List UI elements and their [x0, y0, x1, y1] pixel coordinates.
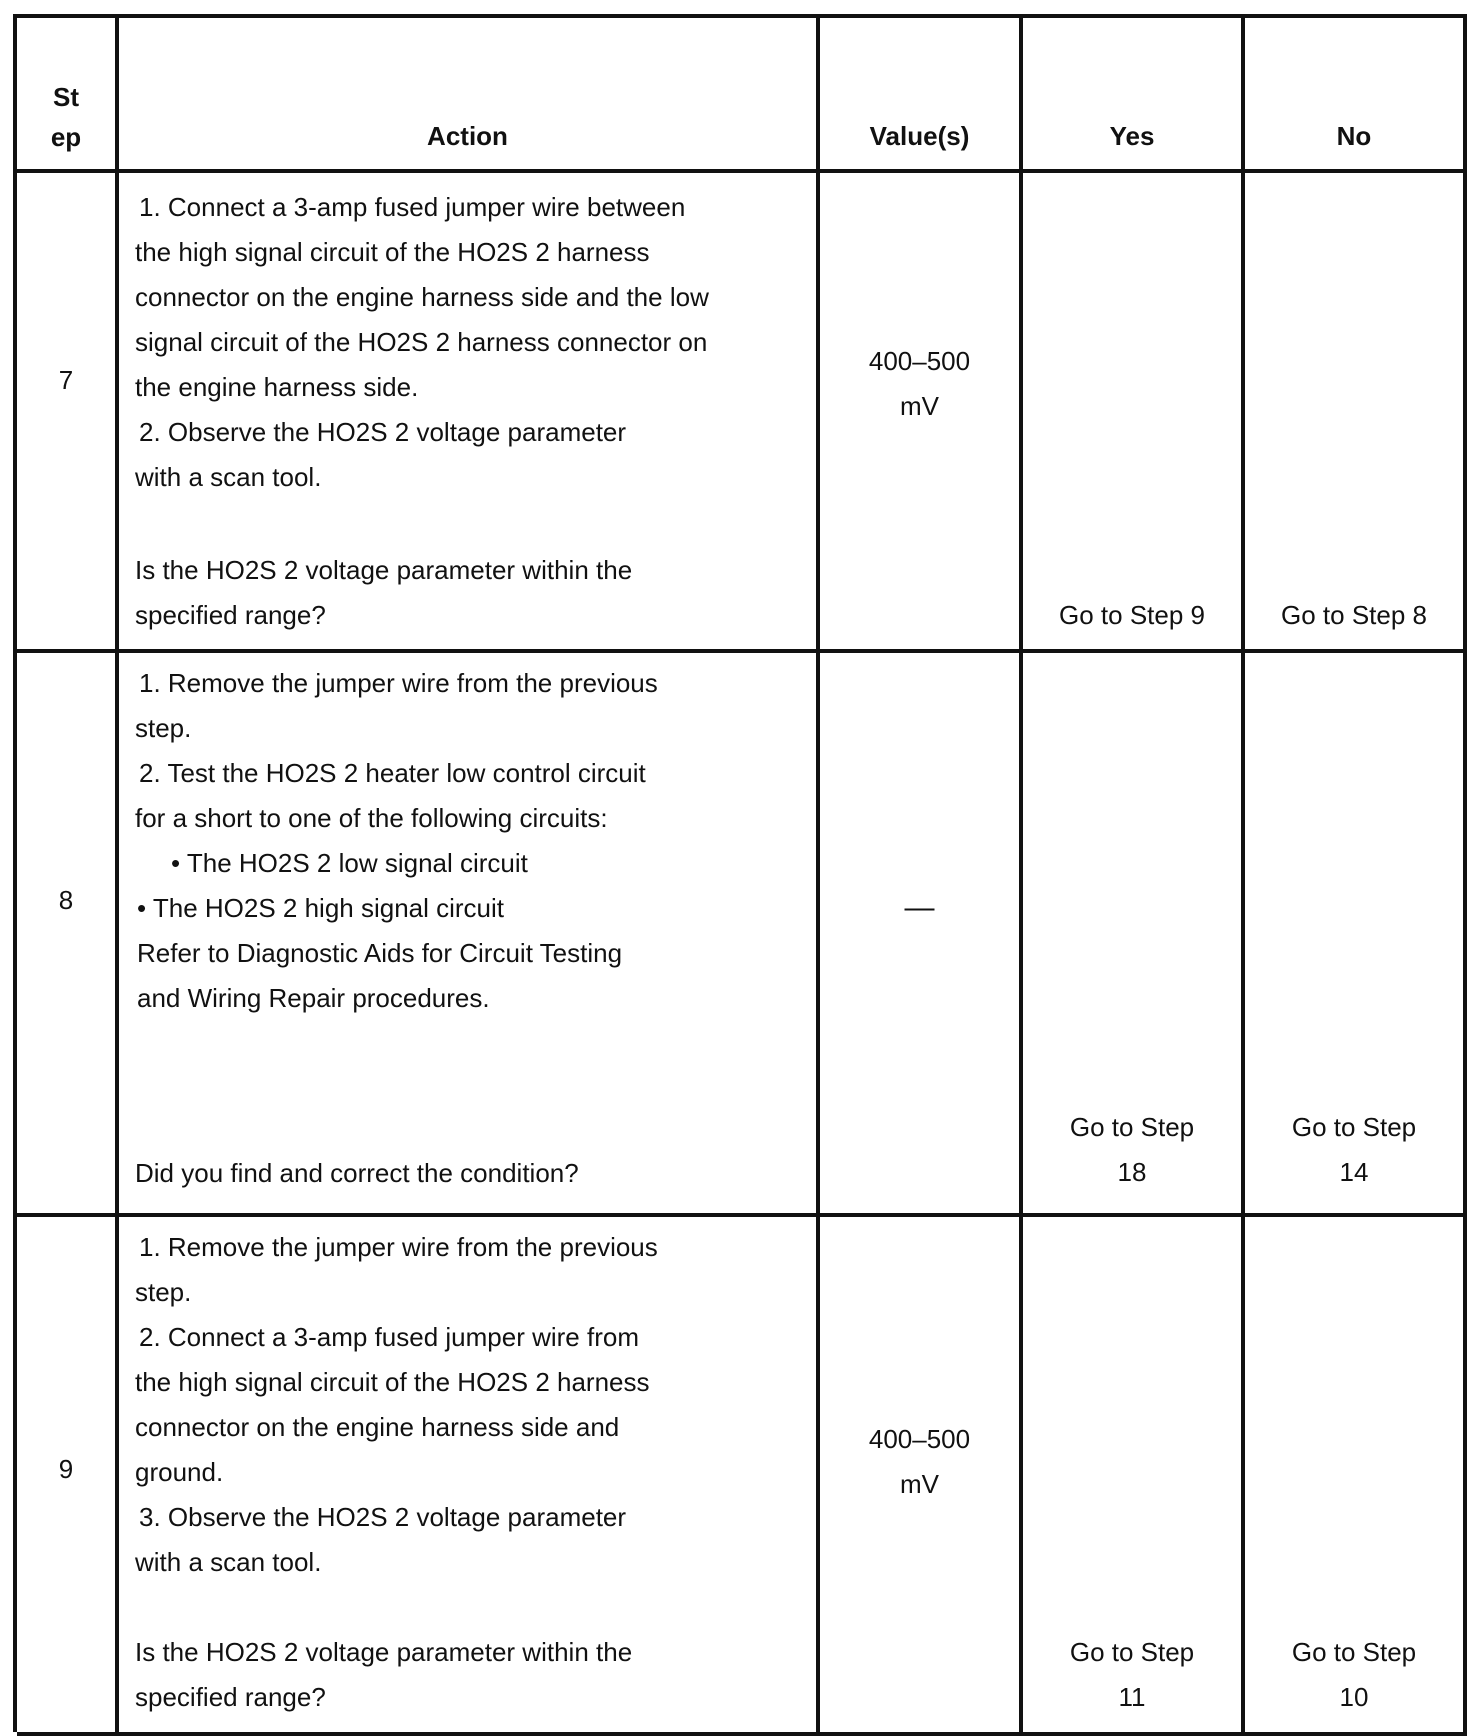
action-cell [119, 653, 820, 1213]
action-instructions: 1. Connect a 3-amp fused jumper wire between the high signal circuit of the HO2S 2 harness connector on the engine harness side and the low signal circuit of the HO2S 2 harness connector on the engine harness side. 2. Observe the HO2S 2 voltage parameter with a scan tool. [135, 192, 709, 492]
no-cell [1245, 653, 1467, 1213]
value-range: 400–500 mV [868, 1424, 971, 1499]
step-number: 9 [58, 1454, 74, 1484]
step-number-cell [17, 653, 119, 1213]
header-step: St ep [17, 18, 119, 169]
action-question: Did you find and correct the condition? [135, 1158, 579, 1188]
value-range: 400–500 mV [868, 346, 971, 421]
yes-goto: Go to Step 9 [1059, 600, 1205, 630]
action-question: Is the HO2S 2 voltage parameter within the specified range? [135, 555, 633, 630]
step-number: 8 [58, 885, 74, 915]
yes-cell [1023, 653, 1245, 1213]
no-cell [1245, 1217, 1467, 1732]
step-number-cell [17, 1217, 119, 1732]
header-action: Action [119, 18, 820, 169]
no-goto: Go to Step 14 [1291, 1112, 1417, 1187]
diagnostic-table [13, 14, 1467, 1732]
table-row [17, 173, 1467, 653]
value-cell [820, 653, 1023, 1213]
yes-goto: Go to Step 11 [1069, 1637, 1195, 1712]
header-yes: Yes [1023, 18, 1245, 169]
no-cell [1245, 173, 1467, 649]
step-number-cell [17, 173, 119, 649]
header-no: No [1245, 18, 1467, 169]
yes-goto: Go to Step 18 [1069, 1112, 1195, 1187]
action-question: Is the HO2S 2 voltage parameter within the specified range? [135, 1637, 633, 1712]
table-header [17, 18, 1467, 173]
value-none: — [904, 891, 935, 924]
no-goto: Go to Step 10 [1291, 1637, 1417, 1712]
yes-cell [1023, 1217, 1245, 1732]
action-instructions: 1. Remove the jumper wire from the previous step. 2. Connect a 3-amp fused jumper wire from the high signal circuit of the HO2S 2 harness connector on the engine harness side and ground. 3. Observe the HO2S 2 voltage parameter with a scan tool. [135, 1232, 658, 1577]
action-cell [119, 1217, 820, 1732]
value-cell [820, 1217, 1023, 1732]
value-cell [820, 173, 1023, 649]
table-row [17, 1217, 1467, 1736]
step-number: 7 [58, 365, 74, 395]
header-values: Value(s) [820, 18, 1023, 169]
action-instructions: 1. Remove the jumper wire from the previous step. 2. Test the HO2S 2 heater low control circuit for a short to one of the following circuits: • The HO2S 2 low signal circuit • The HO2S 2 high signal circuit Refer to Diagnostic Aids for Circuit Testing and Wiring Repair procedures. [135, 668, 658, 1013]
action-cell [119, 173, 820, 649]
no-goto: Go to Step 8 [1281, 600, 1427, 630]
table-row [17, 653, 1467, 1217]
yes-cell [1023, 173, 1245, 649]
